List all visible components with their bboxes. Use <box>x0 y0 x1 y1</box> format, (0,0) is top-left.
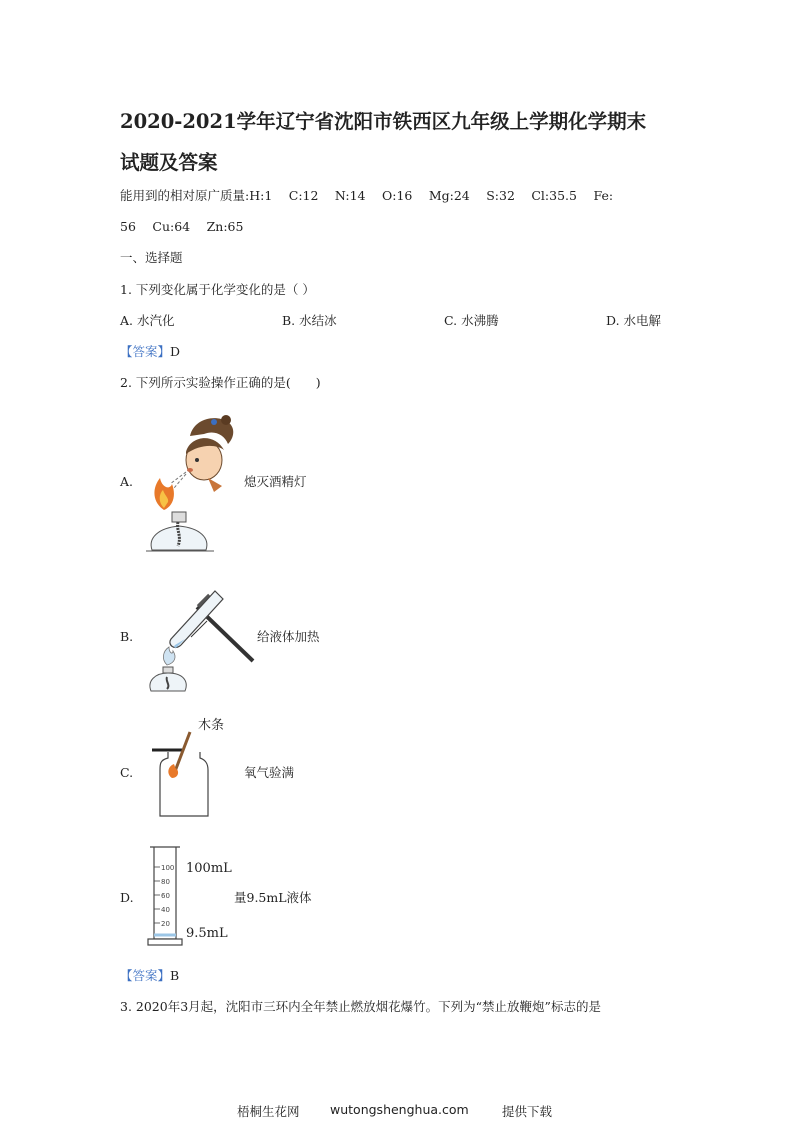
q1-stem: 1. 下列变化属于化学变化的是（ ） <box>120 282 315 297</box>
title-line-1: 2020-2021学年辽宁省沈阳市铁西区九年级上学期化学期末 <box>120 110 647 133</box>
footer-site-url[interactable]: wutongshenghua.com <box>330 1102 469 1117</box>
q2-option-c-letter: C. <box>120 765 134 780</box>
scale-label-80: 80 <box>161 878 170 886</box>
heating-liquid-test-tube-image <box>145 585 255 695</box>
q1-option-b: B. 水结冰 <box>282 313 337 328</box>
atomic-masses-line-1: 能用到的相对原广质量:H:1 C:12 N:14 O:16 Mg:24 S:32 Cl:35.5 Fe: <box>120 188 614 203</box>
q2-answer <box>120 968 179 984</box>
q1-option-d: D. 水电解 <box>606 313 662 328</box>
q2-stem: 2. 下列所示实验操作正确的是( ) <box>120 375 321 390</box>
q2-option-c-caption: 氧气验满 <box>244 765 295 780</box>
cylinder-volume-label: 9.5mL <box>186 926 228 941</box>
graduated-cylinder-image <box>144 845 186 949</box>
wood-strip-label: 木条 <box>198 718 225 733</box>
footer-site-name: 梧桐生花网 <box>237 1104 300 1119</box>
q1-option-a: A. 水汽化 <box>120 313 175 328</box>
q2-option-b-letter: B. <box>120 629 134 644</box>
footer-download: 提供下载 <box>502 1104 553 1119</box>
scale-label-60: 60 <box>161 892 170 900</box>
section-heading: 一、选择题 <box>120 250 183 265</box>
q2-option-b-caption: 给液体加热 <box>257 629 320 644</box>
answer-value: D <box>170 344 181 359</box>
scale-label-100: 100 <box>161 864 175 872</box>
title-line-2: 试题及答案 <box>120 151 218 174</box>
q1-answer <box>120 344 180 360</box>
cylinder-capacity-label: 100mL <box>186 861 232 876</box>
q2-option-a-letter: A. <box>120 474 134 489</box>
q1-option-c: C. 水沸腾 <box>444 313 499 328</box>
scale-label-40: 40 <box>161 906 170 914</box>
answer-tag: 【答案】 <box>120 344 171 359</box>
q2-option-d-letter: D. <box>120 890 134 905</box>
answer-tag: 【答案】 <box>120 968 171 983</box>
scale-label-20: 20 <box>161 920 170 928</box>
answer-value: B <box>170 968 180 983</box>
oxygen-full-test-bottle-image <box>150 730 220 820</box>
q3-stem: 3. 2020年3月起，沈阳市三环内全年禁止燃放烟花爆竹。下列为“禁止放鞭炮”标志的是 <box>120 999 601 1014</box>
blowing-out-alcohol-lamp-image <box>142 414 242 556</box>
q2-option-d-caption: 量9.5mL液体 <box>234 890 312 905</box>
atomic-masses-line-2: 56 Cu:64 Zn:65 <box>120 219 244 234</box>
q2-option-a-caption: 熄灭酒精灯 <box>244 474 307 489</box>
